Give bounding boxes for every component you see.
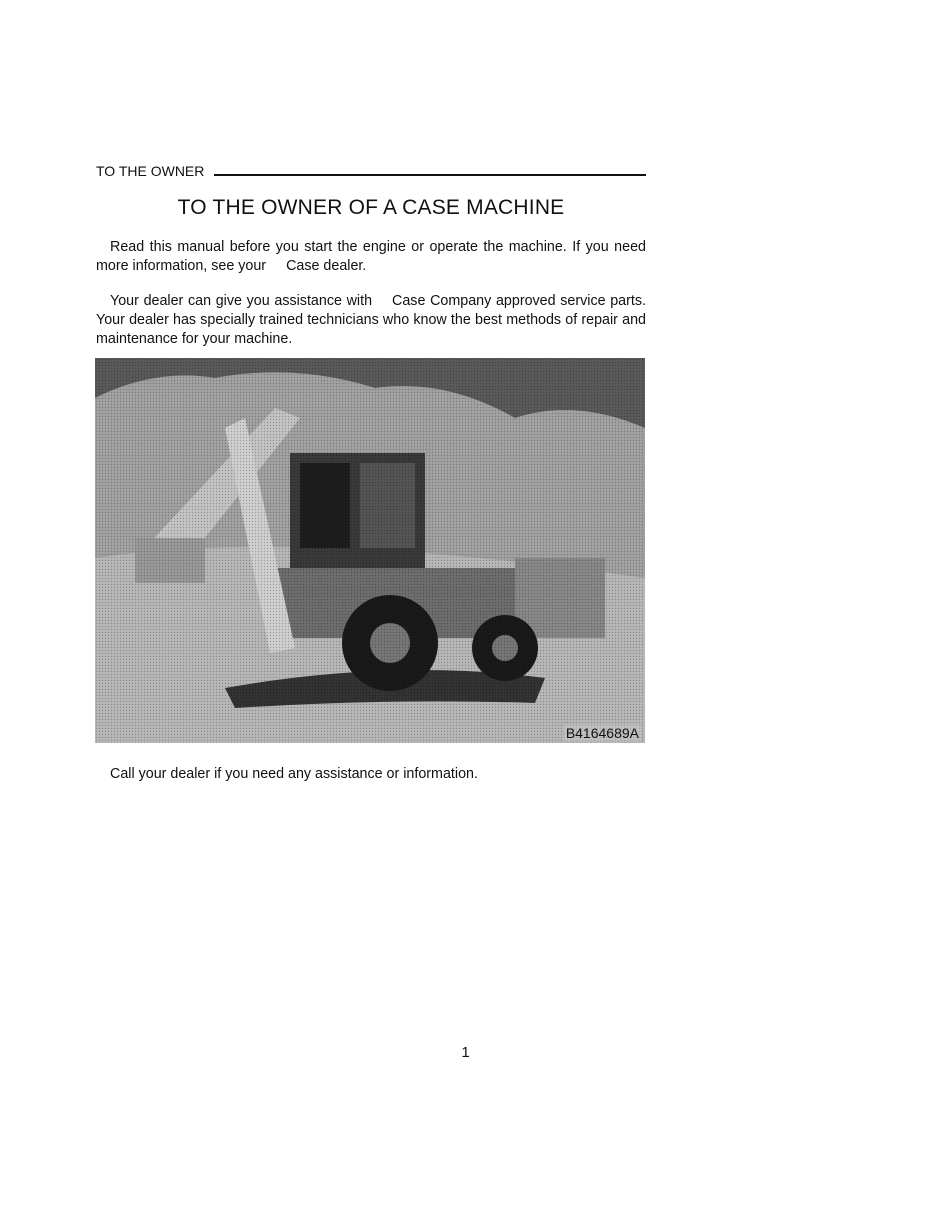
backhoe-illustration bbox=[95, 358, 645, 743]
text: Case dealer. bbox=[286, 258, 367, 274]
paragraph-read-manual bbox=[96, 238, 646, 276]
text: Read this manual before you start the engine or operate the machine. If you need more information, see your bbox=[96, 239, 646, 274]
text: Case Company approved service parts. Your dealer has specially trained technicians who know the best methods of repair and maintenance for your machine. bbox=[96, 293, 646, 347]
page-title: TO THE OWNER OF A CASE MACHINE bbox=[177, 196, 565, 219]
text: Your dealer can give you assistance with bbox=[110, 293, 373, 309]
paragraph-dealer-assistance bbox=[96, 292, 646, 349]
text: Call your dealer if you need any assistance or information. bbox=[110, 766, 478, 782]
running-header bbox=[96, 163, 646, 179]
figure-caption: B4164689A bbox=[565, 725, 639, 741]
header-rule bbox=[214, 174, 646, 176]
page-number: 1 bbox=[461, 1044, 470, 1061]
section-label: TO THE OWNER bbox=[96, 163, 205, 179]
paragraph-call-dealer bbox=[96, 765, 646, 784]
backhoe-photo bbox=[95, 358, 645, 743]
